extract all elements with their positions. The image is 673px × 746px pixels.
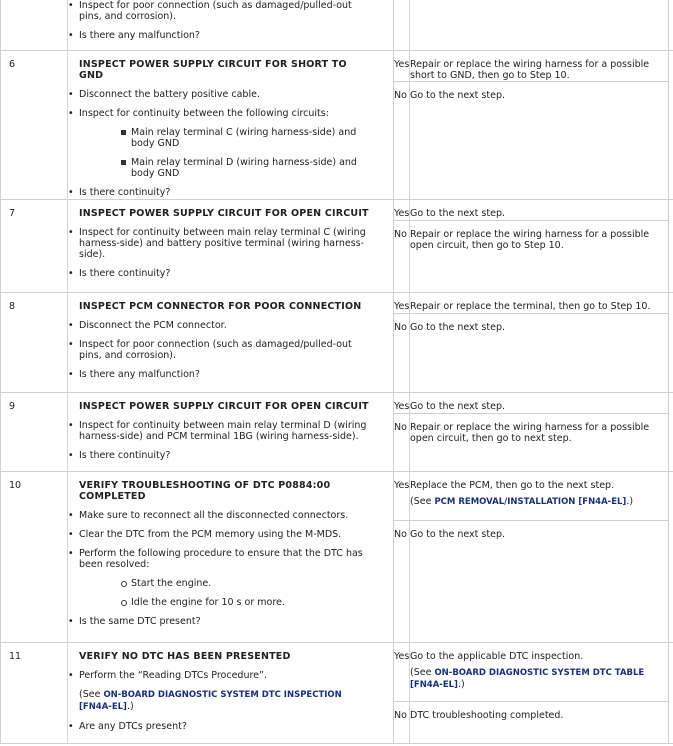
result-text: Go to the next step. xyxy=(410,322,505,333)
step-bullet: • Disconnect the battery positive cable. xyxy=(79,89,371,100)
result-label: Yes xyxy=(394,651,410,662)
result-text: DTC troubleshooting completed. xyxy=(410,710,564,721)
result-yes xyxy=(394,293,668,314)
sub-bullet: Idle the engine for 10 s or more. xyxy=(131,597,371,608)
step-row-8 xyxy=(0,293,673,393)
result-text: Go to the next step. xyxy=(410,90,505,101)
result-text: Repair or replace the wiring harness for a possible open circuit, then go to Step 10. xyxy=(410,229,650,251)
result-label: No xyxy=(394,422,407,433)
result-yes xyxy=(394,643,668,702)
step-number: 8 xyxy=(9,301,16,312)
step-title: INSPECT PCM CONNECTOR FOR POOR CONNECTION xyxy=(79,301,362,312)
sub-bullet: Main relay terminal D (wiring harness-side) and body GND xyxy=(131,157,371,179)
step-title: INSPECT POWER SUPPLY CIRCUIT FOR OPEN CIRCUIT xyxy=(79,401,369,412)
step-bullet-text: Inspect for continuity between the following circuits: xyxy=(79,108,329,119)
step-bullet: • Perform the “Reading DTCs Procedure”. xyxy=(79,670,371,681)
see-suffix: .) xyxy=(457,679,465,690)
result-label: Yes xyxy=(394,401,410,412)
step-5-question: • Is there any malfunction? xyxy=(79,30,371,41)
step-question: • Is the same DTC present? xyxy=(79,616,371,627)
step-bullet xyxy=(79,548,371,608)
result-yes xyxy=(394,200,668,221)
step-bullet-text: Perform the following procedure to ensure that the DTC has been resolved: xyxy=(79,548,363,570)
step-bullet: • Clear the DTC from the PCM memory using the M-MDS. xyxy=(79,529,371,540)
result-label: Yes xyxy=(394,301,410,312)
obd-dtc-table-link[interactable]: ON-BOARD DIAGNOSTIC SYSTEM DTC TABLE [FN4A-EL] xyxy=(410,668,645,690)
sub-bullet: Main relay terminal C (wiring harness-side) and body GND xyxy=(131,127,371,149)
step-bullet: • Make sure to reconnect all the disconnected connectors. xyxy=(79,510,371,521)
step-row-7 xyxy=(0,200,673,293)
step-question: • Are any DTCs present? xyxy=(79,721,371,732)
pcm-removal-link[interactable]: PCM REMOVAL/INSTALLATION [FN4A-EL] xyxy=(434,497,627,507)
result-text: Go to the next step. xyxy=(410,529,505,540)
result-label: No xyxy=(394,90,407,101)
step-5-bullet: • Inspect for poor connection (such as damaged/pulled-out pins, and corrosion). xyxy=(79,0,371,22)
step-bullet: • Inspect for continuity between main relay terminal D (wiring harness-side) and PCM terminal 1BG (wiring harness-side). xyxy=(79,420,371,442)
result-no xyxy=(394,314,668,333)
step-bullet: • Inspect for continuity between main relay terminal C (wiring harness-side) and battery positive terminal (wiring harness-side). xyxy=(79,227,371,260)
step-bullet xyxy=(79,108,371,179)
result-text: Repair or replace the terminal, then go to Step 10. xyxy=(410,301,651,312)
result-no xyxy=(394,521,668,540)
result-no xyxy=(394,702,668,721)
step-row-11 xyxy=(0,643,673,744)
result-no xyxy=(394,414,668,444)
result-label: Yes xyxy=(394,480,410,491)
step-number: 10 xyxy=(9,480,22,491)
result-label: No xyxy=(394,322,407,333)
step-number: 11 xyxy=(9,651,22,662)
result-text: Repair or replace the wiring harness for a possible short to GND, then go to Step 10. xyxy=(410,59,650,81)
step-number: 7 xyxy=(9,208,16,219)
sub-bullet: Start the engine. xyxy=(131,578,371,589)
step-number: 6 xyxy=(9,59,16,70)
see-prefix: (See xyxy=(410,496,435,507)
result-no xyxy=(394,82,668,101)
result-text: Repair or replace the wiring harness for a possible open circuit, then go to next step. xyxy=(410,422,650,444)
see-reference xyxy=(410,667,664,691)
result-no xyxy=(394,221,668,251)
step-row-5 xyxy=(0,0,673,51)
step-question: • Is there any malfunction? xyxy=(79,369,371,380)
result-label: Yes xyxy=(394,59,410,70)
see-reference xyxy=(79,689,371,713)
step-row-6 xyxy=(0,51,673,200)
result-label: No xyxy=(394,229,407,240)
step-question: • Is there continuity? xyxy=(79,450,371,461)
result-label: No xyxy=(394,710,407,721)
result-yes xyxy=(394,51,668,82)
result-text: Go to the next step. xyxy=(410,208,505,219)
result-label: No xyxy=(394,529,407,540)
result-yes xyxy=(394,472,668,521)
step-question: • Is there continuity? xyxy=(79,268,371,279)
step-title: VERIFY NO DTC HAS BEEN PRESENTED xyxy=(79,651,291,662)
step-row-10 xyxy=(0,472,673,643)
step-question: • Is there continuity? xyxy=(79,187,371,198)
step-number: 9 xyxy=(9,401,16,412)
see-suffix: .) xyxy=(626,496,634,507)
see-prefix: (See xyxy=(410,667,435,678)
result-label: Yes xyxy=(394,208,410,219)
obd-dtc-inspection-link[interactable]: ON-BOARD DIAGNOSTIC SYSTEM DTC INSPECTION [FN4A-EL] xyxy=(79,690,342,712)
step-bullet: • Inspect for poor connection (such as damaged/pulled-out pins, and corrosion). xyxy=(79,339,371,361)
step-row-9 xyxy=(0,393,673,472)
step-title: INSPECT POWER SUPPLY CIRCUIT FOR SHORT TO GND xyxy=(79,59,347,81)
step-title: VERIFY TROUBLESHOOTING OF DTC P0884:00 COMPLETED xyxy=(79,480,331,502)
result-yes xyxy=(394,393,668,414)
step-bullet: • Disconnect the PCM connector. xyxy=(79,320,371,331)
result-text: Go to the applicable DTC inspection. xyxy=(410,651,584,662)
result-text: Go to the next step. xyxy=(410,401,505,412)
see-reference xyxy=(410,496,664,508)
step-title: INSPECT POWER SUPPLY CIRCUIT FOR OPEN CIRCUIT xyxy=(79,208,369,219)
result-text: Replace the PCM, then go to the next step. xyxy=(410,480,615,491)
see-prefix: (See xyxy=(79,689,104,700)
see-suffix: .) xyxy=(126,701,134,712)
